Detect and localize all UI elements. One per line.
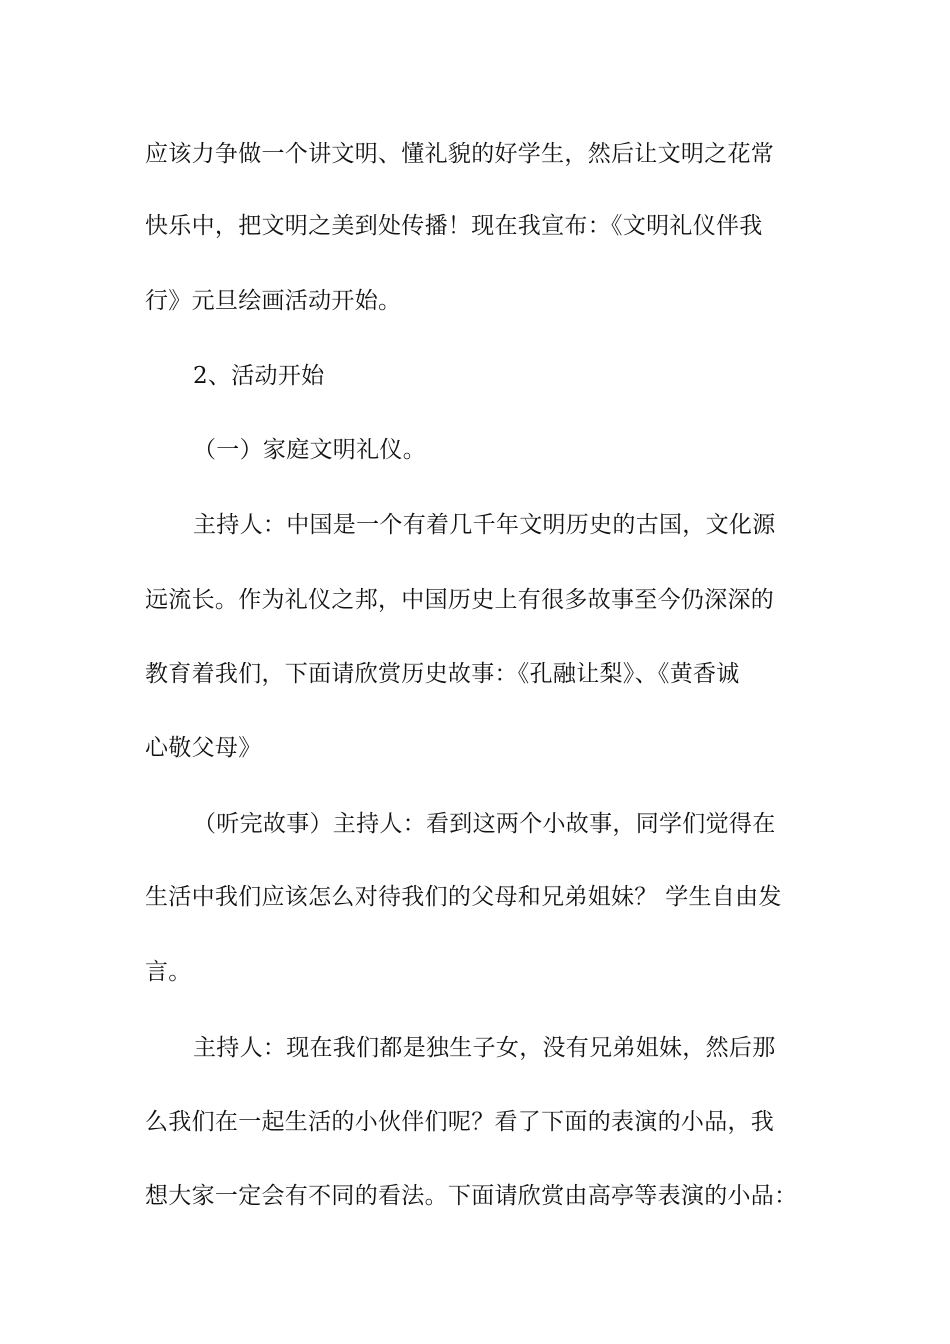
paragraph-line: 行》元旦绘画活动开始。 — [145, 288, 402, 314]
paragraph-line: 快乐中，把文明之美到处传播！现在我宣布：《文明礼仪伴我 — [145, 213, 763, 239]
paragraph-line: 主持人：现在我们都是独生子女，没有兄弟姐妹，然后那 — [193, 1035, 776, 1061]
paragraph-line: 远流长。作为礼仪之邦，中国历史上有很多故事至今仍深深的 — [145, 587, 775, 613]
paragraph-line: 想大家一定会有不同的看法。下面请欣赏由高亭等表演的小品： — [145, 1183, 798, 1209]
paragraph-line: 心敬父母》 — [145, 735, 262, 761]
paragraph-line: 主持人：中国是一个有着几千年文明历史的古国，文化源 — [193, 512, 776, 538]
paragraph-line: 应该力争做一个讲文明、懂礼貌的好学生，然后让文明之花常 — [145, 141, 775, 167]
paragraph-line: 言。 — [145, 959, 192, 985]
subsection-heading: （一）家庭文明礼仪。 — [193, 437, 426, 463]
paragraph-line: 么我们在一起生活的小伙伴们呢？看了下面的表演的小品，我 — [145, 1109, 775, 1135]
paragraph-line: （听完故事）主持人：看到这两个小故事，同学们觉得在 — [193, 811, 776, 837]
paragraph-line: 生活中我们应该怎么对待我们的父母和兄弟姐妹？ 学生自由发 — [145, 884, 782, 910]
paragraph-line: 教育着我们，下面请欣赏历史故事：《孔融让梨》、《黄香诚 — [145, 661, 740, 687]
section-heading: 2、活动开始 — [193, 363, 325, 389]
